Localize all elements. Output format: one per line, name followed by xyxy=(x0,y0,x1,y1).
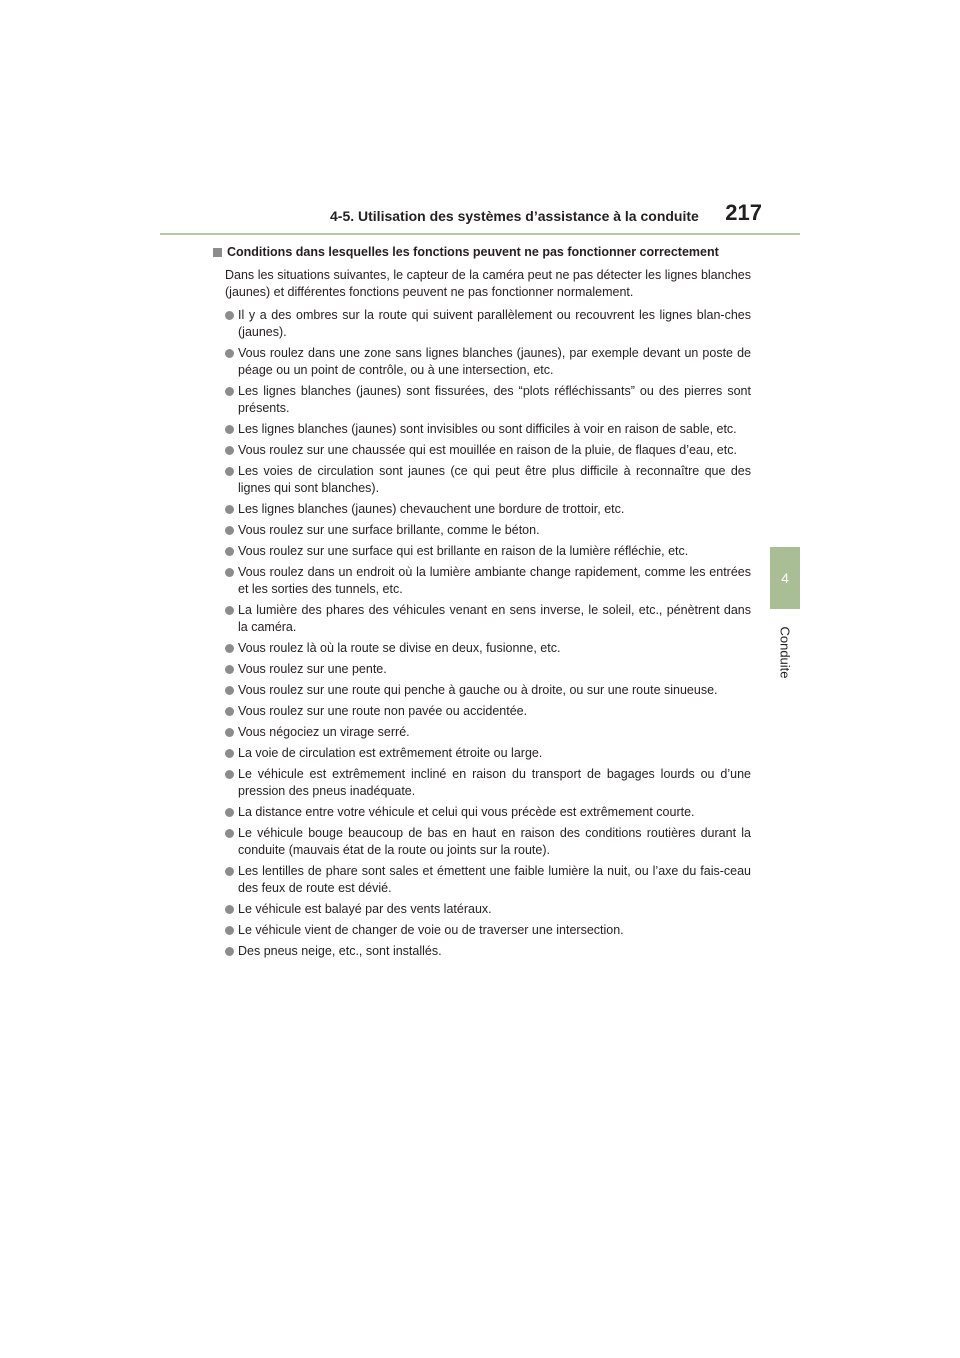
condition-list xyxy=(213,307,751,960)
circle-bullet-icon xyxy=(225,446,234,455)
list-item-text: Le véhicule vient de changer de voie ou de traverser une intersection. xyxy=(238,923,624,937)
list-item-text: Vous roulez là où la route se divise en deux, fusionne, etc. xyxy=(238,641,561,655)
list-item-text: Les lignes blanches (jaunes) sont invisibles ou sont difficiles à voir en raison de sable, etc. xyxy=(238,422,737,436)
circle-bullet-icon xyxy=(225,505,234,514)
circle-bullet-icon xyxy=(225,728,234,737)
list-item-text: La voie de circulation est extrêmement étroite ou large. xyxy=(238,746,543,760)
circle-bullet-icon xyxy=(225,749,234,758)
list-item xyxy=(225,943,751,960)
list-item-text: Les lignes blanches (jaunes) sont fissurées, des “plots réfléchissants” ou des pierres sont présents. xyxy=(238,384,751,415)
list-item xyxy=(225,442,751,459)
header-section-title: 4-5. Utilisation des systèmes d’assistance à la conduite xyxy=(330,208,699,224)
list-item xyxy=(225,522,751,539)
list-item xyxy=(225,602,751,636)
circle-bullet-icon xyxy=(225,467,234,476)
list-item xyxy=(225,661,751,678)
list-item xyxy=(225,724,751,741)
section-intro: Dans les situations suivantes, le capteur de la caméra peut ne pas détecter les lignes blanches (jaunes) et différentes fonctions peuvent ne pas fonctionner normalement. xyxy=(225,268,751,299)
list-item-text: Des pneus neige, etc., sont installés. xyxy=(238,944,442,958)
circle-bullet-icon xyxy=(225,770,234,779)
list-item xyxy=(225,383,751,417)
list-item xyxy=(225,766,751,800)
list-item-text: Vous roulez sur une chaussée qui est mouillée en raison de la pluie, de flaques d’eau, etc. xyxy=(238,443,737,457)
list-item xyxy=(225,564,751,598)
list-item-text: Le véhicule bouge beaucoup de bas en haut en raison des conditions routières durant la conduite (mauvais état de la route ou joints sur la route). xyxy=(238,826,751,857)
list-item xyxy=(225,463,751,497)
chapter-label-container xyxy=(770,620,800,684)
circle-bullet-icon xyxy=(225,349,234,358)
list-item-text: Le véhicule est extrêmement incliné en raison du transport de bagages lourds ou d’une pression des pneus inadéquate. xyxy=(238,767,751,798)
square-bullet-icon xyxy=(213,248,222,257)
list-item-text: Vous roulez sur une surface qui est brillante en raison de la lumière réfléchie, etc. xyxy=(238,544,689,558)
list-item xyxy=(225,345,751,379)
list-item-text: Vous roulez sur une route qui penche à gauche ou à droite, ou sur une route sinueuse. xyxy=(238,683,718,697)
list-item xyxy=(225,922,751,939)
section-heading xyxy=(213,244,751,261)
list-item-text: Vous roulez sur une pente. xyxy=(238,662,387,676)
list-item-text: Vous roulez sur une surface brillante, comme le béton. xyxy=(238,523,540,537)
list-item-text: La lumière des phares des véhicules venant en sens inverse, le soleil, etc., pénètrent dans la caméra. xyxy=(238,603,751,634)
list-item xyxy=(225,745,751,762)
list-item-text: Le véhicule est balayé par des vents latéraux. xyxy=(238,902,492,916)
circle-bullet-icon xyxy=(225,568,234,577)
circle-bullet-icon xyxy=(225,547,234,556)
circle-bullet-icon xyxy=(225,665,234,674)
circle-bullet-icon xyxy=(225,644,234,653)
list-item xyxy=(225,640,751,657)
list-item xyxy=(225,682,751,699)
circle-bullet-icon xyxy=(225,947,234,956)
list-item xyxy=(225,703,751,720)
list-item xyxy=(225,307,751,341)
list-item-text: Vous roulez sur une route non pavée ou accidentée. xyxy=(238,704,528,718)
circle-bullet-icon xyxy=(225,686,234,695)
list-item xyxy=(225,901,751,918)
chapter-label: Conduite xyxy=(777,625,793,679)
list-item xyxy=(225,804,751,821)
list-item xyxy=(225,863,751,897)
list-item-text: Les lentilles de phare sont sales et émettent une faible lumière la nuit, ou l’axe du fais-ceau des feux de route est dévié. xyxy=(238,864,751,895)
circle-bullet-icon xyxy=(225,311,234,320)
circle-bullet-icon xyxy=(225,808,234,817)
circle-bullet-icon xyxy=(225,606,234,615)
chapter-tab xyxy=(770,547,800,609)
circle-bullet-icon xyxy=(225,829,234,838)
circle-bullet-icon xyxy=(225,425,234,434)
circle-bullet-icon xyxy=(225,867,234,876)
circle-bullet-icon xyxy=(225,526,234,535)
circle-bullet-icon xyxy=(225,926,234,935)
chapter-number: 4 xyxy=(781,570,789,586)
list-item xyxy=(225,543,751,560)
list-item-text: Vous roulez dans une zone sans lignes blanches (jaunes), par exemple devant un poste de péage ou un point de contrôle, ou à une intersection, etc. xyxy=(238,346,751,377)
list-item xyxy=(225,421,751,438)
list-item xyxy=(225,501,751,518)
list-item-text: Il y a des ombres sur la route qui suivent parallèlement ou recouvrent les lignes blan-ches (jaunes). xyxy=(238,308,751,339)
section-heading-text: Conditions dans lesquelles les fonctions peuvent ne pas fonctionner correctement xyxy=(227,245,719,259)
list-item-text: La distance entre votre véhicule et celui qui vous précède est extrêmement courte. xyxy=(238,805,695,819)
list-item xyxy=(225,825,751,859)
page-content xyxy=(213,244,751,964)
list-item-text: Vous négociez un virage serré. xyxy=(238,725,410,739)
page-number: 217 xyxy=(725,200,762,225)
header-divider xyxy=(160,233,800,235)
list-item-text: Les voies de circulation sont jaunes (ce qui peut être plus difficile à reconnaître que des lignes qui sont blanches). xyxy=(238,464,751,495)
list-item-text: Vous roulez dans un endroit où la lumière ambiante change rapidement, comme les entrées et les sorties des tunnels, etc. xyxy=(238,565,751,596)
circle-bullet-icon xyxy=(225,905,234,914)
list-item-text: Les lignes blanches (jaunes) chevauchent une bordure de trottoir, etc. xyxy=(238,502,625,516)
circle-bullet-icon xyxy=(225,387,234,396)
circle-bullet-icon xyxy=(225,707,234,716)
